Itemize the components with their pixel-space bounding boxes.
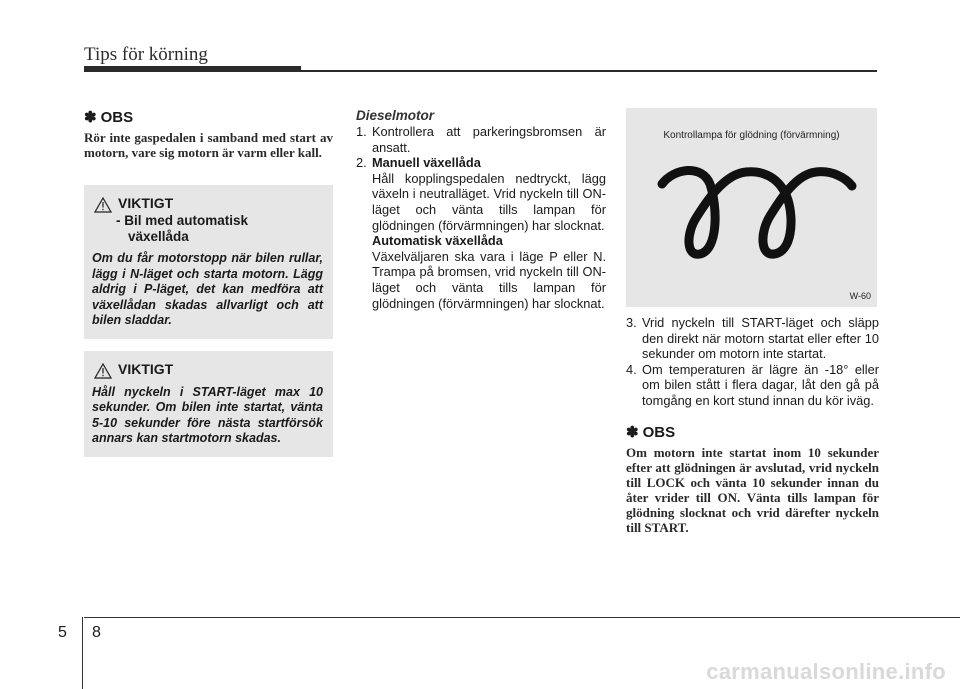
step-text: Om temperaturen är lägre än -18° eller om bilen stått i flera dagar, låt den gå på tomgång en kort stund innan du kör iväg. (642, 361, 879, 408)
warning-title: VIKTIGT (118, 195, 174, 211)
warning-subtitle-line2: växellåda (128, 229, 189, 244)
list-item-step4 (626, 362, 879, 409)
list-item-step2 (356, 155, 606, 171)
list-item-step3 (626, 315, 879, 362)
header-rule-thick (84, 66, 301, 72)
middle-column (356, 108, 606, 311)
header-title: Tips för körning (84, 44, 208, 65)
footer-divider (82, 617, 83, 689)
step-number: 3. (626, 315, 637, 330)
page-section-number: 5 (58, 624, 67, 641)
glow-plug-figure (626, 108, 877, 307)
step-number: 1. (356, 124, 367, 139)
footer-rule (84, 617, 960, 618)
obs-block-right (626, 423, 879, 535)
warning-triangle-icon (94, 363, 112, 379)
step-heading-manual: Manuell växellåda (372, 155, 481, 171)
asterisk-icon: ✽ (84, 109, 97, 126)
watermark: carmanualsonline.info (706, 659, 946, 684)
list-item-step1 (356, 124, 606, 155)
warning-triangle-icon (94, 197, 112, 213)
step-number: 4. (626, 361, 637, 377)
step-text: Vrid nyckeln till START-läget och släpp den direkt när motorn startat eller efter 10 sekunder om motorn inte startat. (642, 315, 879, 362)
section-title-diesel: Dieselmotor (356, 108, 435, 123)
obs-heading-label: OBS (642, 423, 676, 441)
obs-heading-label: OBS (100, 109, 134, 126)
automatic-gearbox-heading: Automatisk växellåda (372, 233, 503, 249)
right-column (626, 108, 879, 535)
header-rule-thin (301, 70, 877, 72)
obs-text: Rör inte gaspedalen i samband med start av motorn, vare sig motorn är varm eller kall. (84, 130, 333, 160)
figure-code: W-60 (849, 291, 871, 301)
page-number: 8 (92, 624, 101, 641)
step-text: Kontrollera att parkeringsbromsen är ansatt. (372, 124, 606, 155)
manual-gearbox-text: Håll kopplingspedalen nedtryckt, lägg växeln i neutralläget. Vrid nyckeln till ON-läget och vänta tills lampan för glödningen (förvärmningen) har slocknat. (372, 170, 606, 233)
warning-box-start (84, 351, 333, 457)
warning-header (92, 361, 323, 379)
obs-text: Om motorn inte startat inom 10 sekunder efter att glödningen är avslutad, vrid nyckeln till LOCK och vänta 10 sekunder innan du åter vrider till ON. Vänta tills lampan för glödning slocknat och vrid därefter nyckeln till START. (626, 444, 879, 535)
obs-heading (84, 108, 333, 126)
warning-box-automatic (84, 185, 333, 339)
step-number: 2. (356, 155, 367, 171)
warning-subtitle (92, 213, 323, 245)
asterisk-icon: ✽ (626, 423, 639, 441)
obs-heading (626, 423, 879, 441)
warning-subtitle-line1: - Bil med automatisk (116, 213, 249, 228)
warning-header (92, 195, 323, 213)
warning-text: Om du får motorstopp när bilen rullar, lägg i N-läget och starta motorn. Lägg aldrig i P-läget, det kan medföra att växellådan skadas allvarligt och att bilen sladdar. (92, 251, 323, 327)
automatic-gearbox-text: Växelväljaren ska vara i läge P eller N. Trampa på bromsen, vrid nyckeln till ON-läget och vänta tills lampan för glödningen (förvärmningen) har slocknat. (372, 248, 606, 311)
warning-title: VIKTIGT (118, 360, 174, 377)
left-column (84, 108, 333, 457)
figure-caption: Kontrollampa för glödning (förvärmning) (663, 130, 840, 141)
warning-text: Håll nyckeln i START-läget max 10 sekunder. Om bilen inte startat, vänta 5-10 sekunder före nästa startförsök annars kan startmotorn skadas. (92, 384, 323, 445)
